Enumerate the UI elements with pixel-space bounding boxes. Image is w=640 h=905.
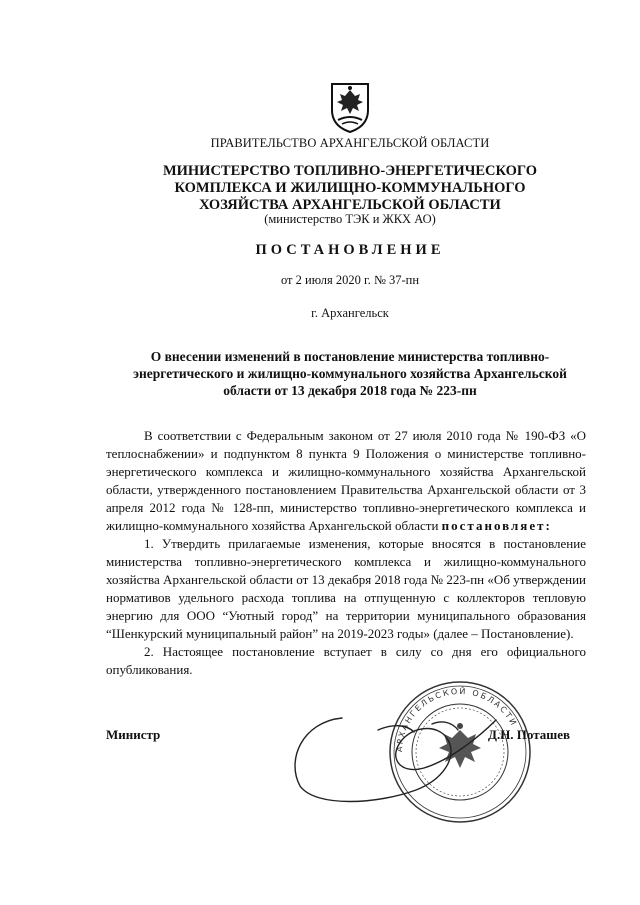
title-line: области от 13 декабря 2018 года № 223-пн [223,383,477,398]
title-line: О внесении изменений в постановление министерства топливно- [150,349,550,364]
coat-of-arms-icon [328,80,372,134]
document-type: ПОСТАНОВЛЕНИЕ [255,242,445,258]
ministry-line: ХОЗЯЙСТВА АРХАНГЕЛЬСКОЙ ОБЛАСТИ [199,197,501,213]
ministry-line: КОМПЛЕКСА И ЖИЛИЩНО-КОММУНАЛЬНОГО [174,180,526,196]
title-line: энергетического и жилищно-коммунального хозяйства Архангельской [133,366,567,381]
document-date-number: от 2 июля 2020 г. № 37-пн [280,273,420,287]
document-city: г. Архангельск [311,306,389,320]
paragraph-preamble [106,427,586,535]
ministry-abbreviation: (министерство ТЭК и ЖКХ АО) [264,212,436,226]
paragraph-item-1: 1. Утвердить прилагаемые изменения, которые вносятся в постановление министерства топливно-энергетического комплекса и жилищно-коммунального хозяйства Архангельской области от 13 декабря 2018 года № 223-пн «Об утверждении нормативов удельного расхода топлива на отпущенную с коллекторов тепловую энергию для ООО “Уютный город” на территории муниципального образования “Шенкурский муниципальный район” на 2019-2023 годы» (далее – Постановление). [106,536,586,641]
resolution-verb: постановляет: [441,518,552,533]
paragraph-item-2: 2. Настоящее постановление вступает в силу со дня его официального опубликования. [106,644,586,677]
preamble-text: В соответствии с Федеральным законом от 27 июля 2010 года № 190-ФЗ «О теплоснабжении» и подпунктом 8 пункта 9 Положения о министерстве топливно-энергетического комплекса и жилищно-коммунального хозяйства Архангельской области, утвержденного постановлением Правительства Архангельской области от 3 апреля 2012 года № 128-пп, министерство топливно-энергетического комплекса и жилищно-коммунального хозяйства Архангельской области [106,428,586,533]
handwritten-signature [282,700,532,810]
ministry-name [60,163,640,214]
government-name: ПРАВИТЕЛЬСТВО АРХАНГЕЛЬСКОЙ ОБЛАСТИ [210,136,490,150]
ministry-line: МИНИСТЕРСТВО ТОПЛИВНО-ЭНЕРГЕТИЧЕСКОГО [162,163,538,179]
signatory-name: Д.Н. Поташев [488,727,571,742]
document-title [60,348,640,399]
signatory-title: Министр [106,727,161,742]
document-body [106,427,586,679]
seal-text: АРХАНГЕЛЬСКОЙ ОБЛАСТИ [394,686,519,753]
